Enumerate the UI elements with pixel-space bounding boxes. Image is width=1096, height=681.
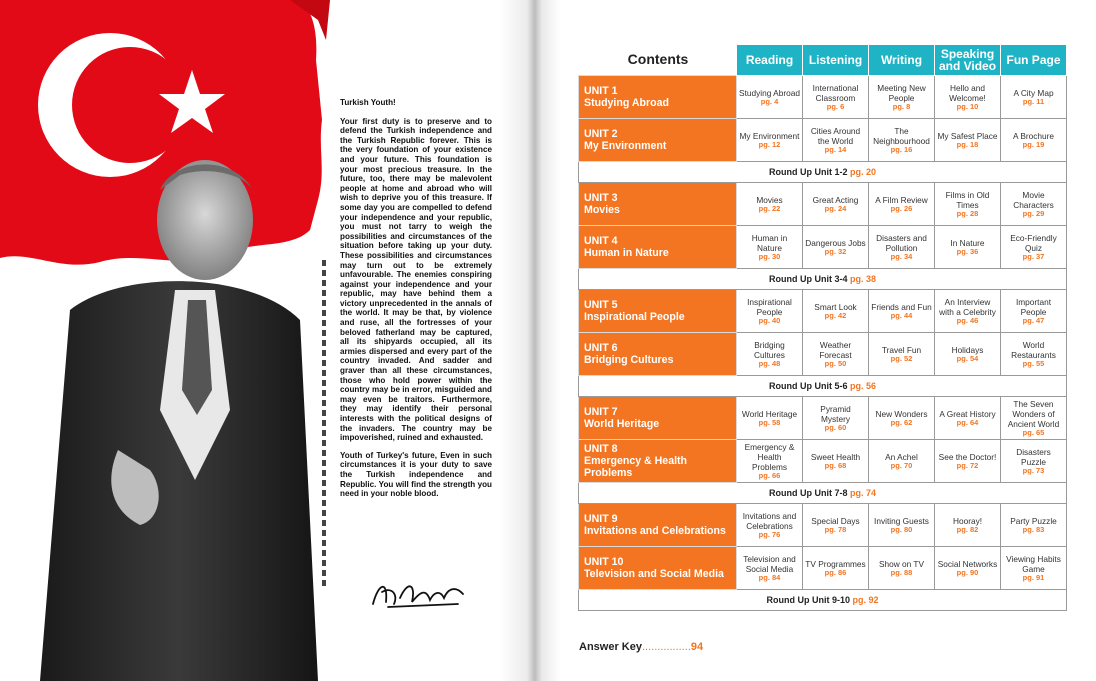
lesson-page: pg. 4 (760, 97, 779, 106)
ataturk-portrait-image (0, 150, 330, 681)
roundup-label: Round Up Unit 5-6 (768, 381, 848, 391)
lesson-title: Studying Abroad (739, 88, 800, 98)
unit-row (579, 183, 1067, 226)
lesson-cell (935, 226, 1001, 269)
unit-name: Television and Social Media (584, 568, 724, 580)
unit-number: UNIT 5 (584, 299, 618, 311)
lesson-page: pg. 78 (824, 525, 847, 534)
lesson-title: Friends and Fun (871, 302, 932, 312)
lesson-page: pg. 36 (956, 247, 979, 256)
lesson-page: pg. 34 (890, 252, 913, 261)
lesson-title: Hello and Welcome! (949, 83, 986, 103)
lesson-cell (935, 119, 1001, 162)
unit-name: Bridging Cultures (584, 354, 674, 366)
lesson-cell (869, 119, 935, 162)
lesson-page: pg. 24 (824, 204, 847, 213)
lesson-page: pg. 42 (824, 311, 847, 320)
lesson-page: pg. 10 (956, 102, 979, 111)
lesson-cell (935, 333, 1001, 376)
lesson-cell (1001, 547, 1067, 590)
lesson-page: pg. 68 (824, 461, 847, 470)
lesson-cell (1001, 504, 1067, 547)
roundup-page: pg. 92 (852, 595, 879, 605)
lesson-cell (803, 119, 869, 162)
unit-number: UNIT 3 (584, 192, 618, 204)
roundup-row (579, 590, 1067, 611)
lesson-title: Eco-Friendly Quiz (1010, 233, 1057, 253)
lesson-cell (1001, 440, 1067, 483)
lesson-cell (803, 76, 869, 119)
lesson-page: pg. 66 (758, 471, 781, 480)
lesson-title: Inspirational People (747, 297, 792, 317)
unit-number: UNIT 6 (584, 342, 618, 354)
lesson-title: In Nature (950, 238, 985, 248)
lesson-title: Human in Nature (751, 233, 788, 253)
contents-table (578, 44, 1067, 611)
lesson-title: A Brochure (1012, 131, 1055, 141)
lesson-cell (803, 183, 869, 226)
lesson-page: pg. 52 (890, 354, 913, 363)
lesson-title: An Achel (885, 452, 918, 462)
lesson-page: pg. 86 (824, 568, 847, 577)
roundup-label: Round Up Unit 9-10 (766, 595, 850, 605)
lesson-title: Special Days (811, 516, 860, 526)
lesson-cell (803, 226, 869, 269)
lesson-cell (935, 397, 1001, 440)
lesson-cell (737, 547, 803, 590)
lesson-cell (737, 290, 803, 333)
unit-name: Movies (584, 204, 620, 216)
unit-cell (579, 76, 737, 119)
lesson-page: pg. 22 (758, 204, 781, 213)
lesson-cell (869, 547, 935, 590)
lesson-title: Show on TV (878, 559, 925, 569)
lesson-page: pg. 82 (956, 525, 979, 534)
contents-title-spacer (579, 45, 737, 76)
unit-number: UNIT 2 (584, 128, 618, 140)
lesson-page: pg. 37 (1022, 252, 1045, 261)
lesson-title: Viewing Habits Game (1006, 554, 1061, 574)
unit-name: Studying Abroad (584, 97, 669, 109)
lesson-title: Great Acting (812, 195, 859, 205)
lesson-title: International Classroom (812, 83, 859, 103)
lesson-cell (869, 440, 935, 483)
unit-name: World Heritage (584, 418, 660, 430)
lesson-cell (803, 290, 869, 333)
unit-row (579, 504, 1067, 547)
unit-name: Invitations and Celebrations (584, 525, 726, 537)
dashed-divider (322, 260, 326, 590)
unit-number: UNIT 10 (584, 556, 624, 568)
lesson-page: pg. 60 (824, 423, 847, 432)
lesson-title: New Wonders (875, 409, 928, 419)
lesson-cell (935, 290, 1001, 333)
lesson-title: Inviting Guests (874, 516, 929, 526)
lesson-cell (869, 397, 935, 440)
roundup-page: pg. 20 (850, 167, 877, 177)
header-listening: Listening (803, 45, 869, 76)
roundup-row (579, 269, 1067, 290)
lesson-page: pg. 80 (890, 525, 913, 534)
lesson-cell (737, 226, 803, 269)
lesson-cell (1001, 397, 1067, 440)
lesson-page: pg. 11 (1022, 97, 1045, 106)
roundup-cell (579, 269, 1067, 290)
message-to-youth (340, 98, 492, 507)
lesson-cell (935, 440, 1001, 483)
lesson-cell (737, 183, 803, 226)
lesson-page: pg. 30 (758, 252, 781, 261)
unit-row (579, 333, 1067, 376)
lesson-page: pg. 84 (758, 573, 781, 582)
roundup-page: pg. 38 (850, 274, 877, 284)
answer-key-page: 94 (690, 641, 704, 653)
signature-image (368, 574, 468, 610)
lesson-cell (869, 76, 935, 119)
roundup-cell (579, 590, 1067, 611)
unit-row (579, 226, 1067, 269)
lesson-cell (737, 440, 803, 483)
lesson-title: Pyramid Mystery (820, 404, 851, 424)
header-speaking-video: Speaking and Video (935, 45, 1001, 76)
lesson-title: An Interview with a Celebrity (939, 297, 996, 317)
unit-cell (579, 333, 737, 376)
lesson-title: Important People (1015, 297, 1052, 317)
unit-cell (579, 397, 737, 440)
unit-row (579, 76, 1067, 119)
header-writing: Writing (869, 45, 935, 76)
unit-row (579, 547, 1067, 590)
lesson-page: pg. 76 (758, 530, 781, 539)
contents-title: Contents (627, 51, 689, 67)
lesson-title: Disasters and Pollution (876, 233, 927, 253)
answer-key (579, 641, 703, 653)
roundup-label: Round Up Unit 1-2 (768, 167, 848, 177)
lesson-title: Disasters Puzzle (1016, 447, 1051, 467)
message-title: Turkish Youth! (340, 98, 396, 107)
lesson-title: Movie Characters (1013, 190, 1054, 210)
lesson-cell (869, 226, 935, 269)
unit-cell (579, 547, 737, 590)
lesson-cell (869, 290, 935, 333)
lesson-page: pg. 83 (1022, 525, 1045, 534)
lesson-page: pg. 26 (890, 204, 913, 213)
unit-cell (579, 226, 737, 269)
roundup-label: Round Up Unit 3-4 (768, 274, 848, 284)
lesson-title: My Environment (739, 131, 800, 141)
lesson-page: pg. 40 (758, 316, 781, 325)
lesson-title: Cities Around the World (810, 126, 861, 146)
unit-cell (579, 119, 737, 162)
lesson-page: pg. 70 (890, 461, 913, 470)
lesson-title: Emergency & Health Problems (744, 442, 795, 472)
unit-number: UNIT 7 (584, 406, 618, 418)
lesson-title: Dangerous Jobs (805, 238, 866, 248)
lesson-page: pg. 29 (1022, 209, 1045, 218)
lesson-title: The Neighbourhood (873, 126, 930, 146)
lesson-page: pg. 72 (956, 461, 979, 470)
lesson-title: Sweet Health (810, 452, 861, 462)
roundup-cell (579, 162, 1067, 183)
lesson-page: pg. 16 (890, 145, 913, 154)
lesson-title: A Film Review (875, 195, 928, 205)
answer-key-label: Answer Key (579, 641, 642, 653)
lesson-page: pg. 54 (956, 354, 979, 363)
lesson-cell (737, 119, 803, 162)
unit-name: Inspirational People (584, 311, 685, 323)
roundup-row (579, 376, 1067, 397)
lesson-cell (935, 183, 1001, 226)
lesson-cell (1001, 119, 1067, 162)
lesson-page: pg. 50 (824, 359, 847, 368)
answer-key-leader: ................ (641, 641, 691, 653)
lesson-page: pg. 32 (824, 247, 847, 256)
lesson-title: Smart Look (814, 302, 857, 312)
lesson-cell (935, 504, 1001, 547)
unit-row (579, 290, 1067, 333)
lesson-page: pg. 88 (890, 568, 913, 577)
unit-number: UNIT 8 (584, 443, 618, 455)
lesson-cell (869, 333, 935, 376)
lesson-page: pg. 47 (1022, 316, 1045, 325)
lesson-cell (803, 440, 869, 483)
roundup-page: pg. 74 (850, 488, 877, 498)
unit-row (579, 397, 1067, 440)
lesson-title: The Seven Wonders of Ancient World (1007, 399, 1060, 429)
lesson-page: pg. 14 (824, 145, 847, 154)
unit-row (579, 119, 1067, 162)
roundup-row (579, 483, 1067, 504)
unit-cell (579, 440, 737, 483)
lesson-page: pg. 65 (1022, 428, 1045, 437)
roundup-cell (579, 483, 1067, 504)
lesson-title: Meeting New People (877, 83, 926, 103)
lesson-page: pg. 91 (1022, 573, 1045, 582)
lesson-title: Invitations and Celebrations (742, 511, 797, 531)
lesson-title: Weather Forecast (819, 340, 852, 360)
lesson-cell (1001, 226, 1067, 269)
lesson-cell (869, 504, 935, 547)
lesson-cell (803, 504, 869, 547)
book-gutter (500, 0, 560, 681)
lesson-page: pg. 62 (890, 418, 913, 427)
lesson-title: Films in Old Times (945, 190, 990, 210)
header-reading: Reading (737, 45, 803, 76)
lesson-cell (935, 547, 1001, 590)
lesson-title: World Heritage (741, 409, 798, 419)
lesson-title: A City Map (1013, 88, 1054, 98)
lesson-title: Bridging Cultures (754, 340, 785, 360)
unit-number: UNIT 9 (584, 513, 618, 525)
lesson-page: pg. 55 (1022, 359, 1045, 368)
header-fun-page: Fun Page (1001, 45, 1067, 76)
lesson-title: Travel Fun (881, 345, 922, 355)
lesson-title: TV Programmes (805, 559, 866, 569)
unit-number: UNIT 1 (584, 85, 618, 97)
roundup-row (579, 162, 1067, 183)
roundup-page: pg. 56 (850, 381, 877, 391)
unit-name: Emergency & Health Problems (584, 455, 688, 479)
lesson-page: pg. 58 (758, 418, 781, 427)
lesson-title: Holidays (951, 345, 984, 355)
lesson-cell (869, 183, 935, 226)
lesson-cell (1001, 76, 1067, 119)
lesson-cell (737, 397, 803, 440)
lesson-cell (1001, 333, 1067, 376)
left-page (0, 0, 530, 681)
lesson-page: pg. 46 (956, 316, 979, 325)
lesson-page: pg. 12 (758, 140, 781, 149)
unit-cell (579, 183, 737, 226)
unit-name: My Environment (584, 140, 667, 152)
roundup-cell (579, 376, 1067, 397)
lesson-title: Social Networks (937, 559, 998, 569)
lesson-title: Movies (756, 195, 783, 205)
lesson-page: pg. 90 (956, 568, 979, 577)
lesson-page: pg. 8 (892, 102, 911, 111)
lesson-cell (737, 333, 803, 376)
lesson-page: pg. 73 (1022, 466, 1045, 475)
lesson-cell (803, 547, 869, 590)
lesson-cell (737, 76, 803, 119)
lesson-cell (803, 333, 869, 376)
unit-name: Human in Nature (584, 247, 669, 259)
lesson-title: A Great History (939, 409, 996, 419)
message-paragraph: Your first duty is to preserve and to defend the Turkish independence and the Turkish Republic forever. This is the very foundation of your existence and your future. This foundation is your most precious treasure. In the future, too, there may be malevolent people at home and abroad who will wish to deprive you of this treasure. If some day you are compelled to defend your independence and your republic, you must not tarry to weigh the possibilities and circumstances of the situation before taking up your duty. These possibilities and circumstances may turn out to be extremely unfavourable. The enemies conspiring against your independence and your republic, may have behind them a victory unprecedented in the annals of the world. It may be that, by violence and ruse, all the fortresses of your beloved fatherland may be captured, all its shipyards occupied, all its armies dispersed and every part of the country invaded. And sadder and graver than all these circumstances, those who hold power within the country may be in error, misguided and may even be traitors. Furthermore, they may identify their personal interests with the political designs of the invaders. The country may be impoverished, ruined and exhausted. (340, 116, 492, 443)
unit-cell (579, 504, 737, 547)
lesson-title: Hooray! (952, 516, 983, 526)
message-paragraph: Youth of Turkey's future, Even in such circumstances it is your duty to save the Turkish independence and Republic. You will find the strength you need in your noble blood. (340, 450, 492, 499)
roundup-label: Round Up Unit 7-8 (768, 488, 848, 498)
lesson-page: pg. 28 (956, 209, 979, 218)
lesson-cell (935, 76, 1001, 119)
lesson-cell (1001, 183, 1067, 226)
lesson-page: pg. 64 (956, 418, 979, 427)
lesson-page: pg. 18 (956, 140, 979, 149)
lesson-cell (1001, 290, 1067, 333)
lesson-page: pg. 48 (758, 359, 781, 368)
unit-row (579, 440, 1067, 483)
lesson-page: pg. 44 (890, 311, 913, 320)
unit-cell (579, 290, 737, 333)
lesson-title: World Restaurants (1011, 340, 1056, 360)
lesson-title: Television and Social Media (743, 554, 796, 574)
lesson-page: pg. 6 (826, 102, 845, 111)
lesson-page: pg. 19 (1022, 140, 1045, 149)
lesson-cell (803, 397, 869, 440)
unit-number: UNIT 4 (584, 235, 618, 247)
lesson-title: Party Puzzle (1010, 516, 1057, 526)
lesson-title: See the Doctor! (938, 452, 997, 462)
lesson-cell (737, 504, 803, 547)
lesson-title: My Safest Place (937, 131, 998, 141)
